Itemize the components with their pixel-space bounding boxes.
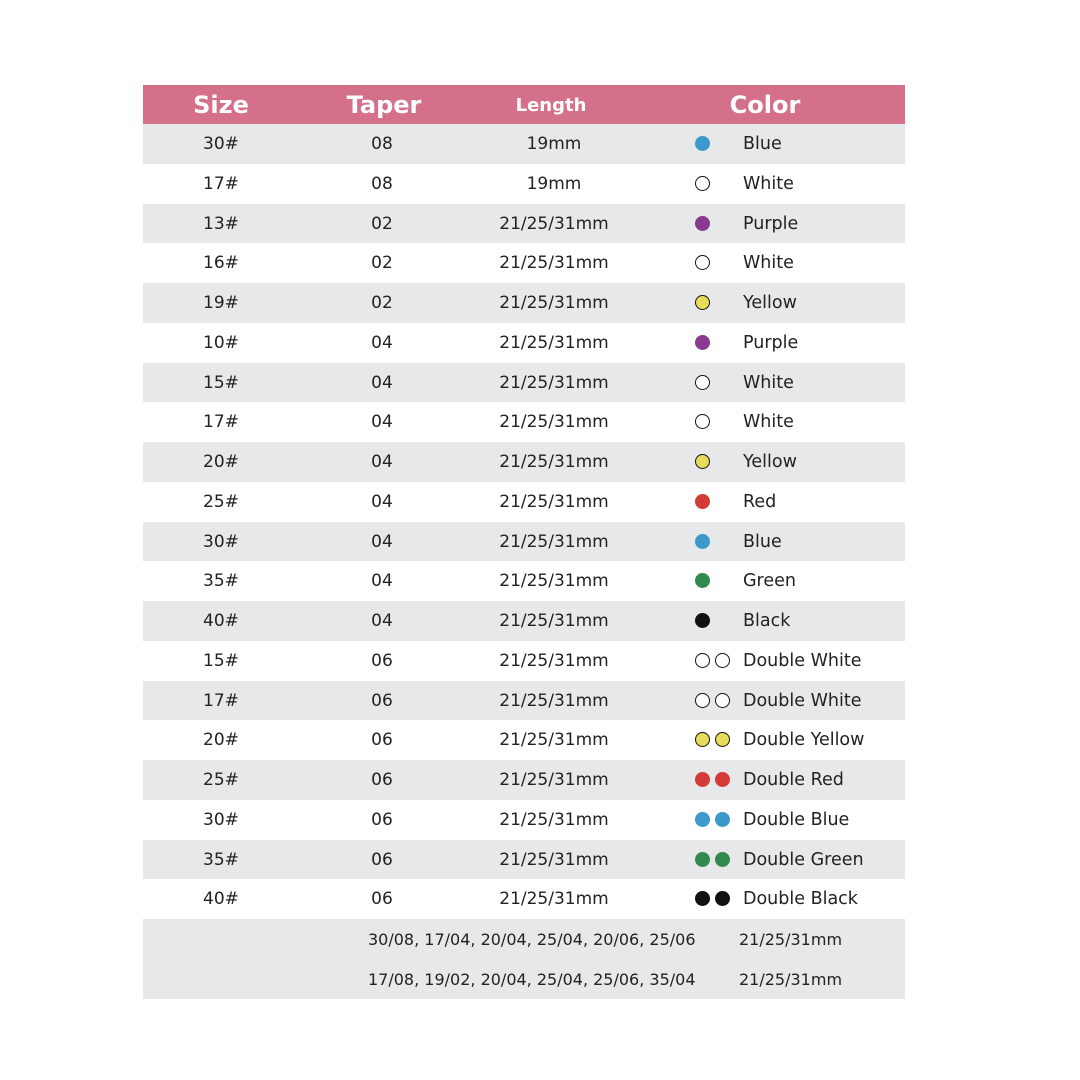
table-row (143, 402, 905, 442)
length-cell: 21/25/31mm (499, 730, 609, 751)
taper-cell: 04 (371, 372, 393, 393)
length-cell: 19mm (526, 173, 582, 194)
taper-cell: 04 (371, 452, 393, 472)
size-cell: 15# (203, 372, 239, 393)
size-cell: 13# (203, 213, 239, 234)
color-name-cell: Double Black (743, 889, 858, 910)
length-cell: 21/25/31mm (499, 571, 609, 592)
color-dot-icon (715, 812, 730, 827)
length-cell: 21/25/31mm (499, 690, 609, 711)
table-row (143, 243, 905, 283)
size-cell: 30# (203, 134, 239, 154)
color-dot-icon (715, 772, 730, 787)
size-cell: 17# (203, 173, 239, 194)
length-cell: 21/25/31mm (499, 293, 609, 313)
table-body (143, 124, 905, 919)
taper-cell: 08 (371, 173, 393, 194)
color-dots (695, 800, 735, 840)
color-name-cell: Black (743, 611, 791, 631)
taper-cell: 06 (371, 849, 393, 870)
color-dots (695, 124, 735, 164)
color-name-cell: Double White (743, 650, 862, 671)
color-dot-icon (715, 891, 730, 906)
color-dot-icon (695, 653, 710, 668)
table-row (143, 482, 905, 522)
taper-cell: 02 (371, 293, 393, 313)
size-cell: 16# (203, 253, 239, 274)
color-dot-icon (695, 494, 710, 509)
color-name-cell: Blue (743, 531, 782, 552)
size-cell: 30# (203, 809, 239, 830)
color-dots (695, 760, 735, 800)
taper-cell: 06 (371, 730, 393, 751)
header-taper: Taper (346, 91, 422, 119)
table-row (143, 561, 905, 601)
size-cell: 10# (203, 332, 239, 353)
color-dots (695, 720, 735, 760)
taper-cell: 06 (371, 650, 393, 671)
color-dot-icon (695, 136, 710, 151)
color-dot-icon (695, 693, 710, 708)
size-cell: 17# (203, 412, 239, 433)
color-dots (695, 840, 735, 880)
header-length: Length (515, 95, 587, 116)
length-cell: 21/25/31mm (499, 611, 609, 631)
color-dot-icon (715, 693, 730, 708)
color-dot-icon (715, 732, 730, 747)
table-row (143, 681, 905, 721)
color-dot-icon (695, 295, 710, 310)
color-dot-icon (695, 772, 710, 787)
color-dots (695, 442, 735, 482)
color-dot-icon (695, 891, 710, 906)
color-name-cell: Double Blue (743, 809, 850, 830)
size-cell: 17# (203, 690, 239, 711)
length-cell: 21/25/31mm (499, 531, 609, 552)
color-name-cell: Yellow (743, 293, 797, 313)
color-name-cell: Blue (743, 134, 782, 154)
color-dot-icon (695, 732, 710, 747)
color-dot-icon (695, 613, 710, 628)
size-cell: 25# (203, 770, 239, 790)
table-row (143, 760, 905, 800)
size-cell: 25# (203, 491, 239, 512)
footer-length-2: 21/25/31mm (739, 970, 843, 989)
file-spec-table (143, 85, 905, 999)
size-cell: 30# (203, 531, 239, 552)
length-cell: 21/25/31mm (499, 332, 609, 353)
size-cell: 40# (203, 611, 239, 631)
color-dot-icon (715, 653, 730, 668)
length-cell: 19mm (526, 134, 582, 154)
color-dots (695, 323, 735, 363)
table-row (143, 204, 905, 244)
color-dot-icon (695, 335, 710, 350)
color-dot-icon (695, 534, 710, 549)
table-row (143, 363, 905, 403)
size-cell: 35# (203, 571, 239, 592)
color-name-cell: White (743, 372, 794, 393)
size-cell: 35# (203, 849, 239, 870)
table-row (143, 840, 905, 880)
table-footer (143, 919, 905, 999)
color-dots (695, 522, 735, 562)
table-row (143, 164, 905, 204)
color-dot-icon (695, 375, 710, 390)
footer-combos-1: 30/08, 17/04, 20/04, 25/04, 20/06, 25/06 (368, 930, 696, 949)
color-name-cell: Green (743, 571, 796, 592)
color-dot-icon (695, 176, 710, 191)
length-cell: 21/25/31mm (499, 253, 609, 274)
color-dot-icon (695, 573, 710, 588)
table-row (143, 323, 905, 363)
color-dot-icon (695, 812, 710, 827)
taper-cell: 06 (371, 889, 393, 910)
color-name-cell: Red (743, 491, 777, 512)
color-dots (695, 482, 735, 522)
color-dots (695, 204, 735, 244)
table-row (143, 601, 905, 641)
color-dots (695, 641, 735, 681)
table-row (143, 641, 905, 681)
color-dots (695, 283, 735, 323)
color-name-cell: Purple (743, 213, 799, 234)
length-cell: 21/25/31mm (499, 849, 609, 870)
table-row (143, 800, 905, 840)
length-cell: 21/25/31mm (499, 809, 609, 830)
footer-combos-2: 17/08, 19/02, 20/04, 25/04, 25/06, 35/04 (368, 970, 696, 989)
taper-cell: 04 (371, 491, 393, 512)
color-name-cell: Double Green (743, 849, 864, 870)
taper-cell: 04 (371, 531, 393, 552)
color-name-cell: White (743, 412, 794, 433)
color-dot-icon (695, 255, 710, 270)
color-dot-icon (695, 852, 710, 867)
color-dots (695, 243, 735, 283)
length-cell: 21/25/31mm (499, 650, 609, 671)
color-dot-icon (695, 414, 710, 429)
table-row (143, 124, 905, 164)
table-row (143, 522, 905, 562)
taper-cell: 06 (371, 690, 393, 711)
table-row (143, 879, 905, 919)
length-cell: 21/25/31mm (499, 452, 609, 472)
color-dots (695, 601, 735, 641)
length-cell: 21/25/31mm (499, 412, 609, 433)
taper-cell: 04 (371, 332, 393, 353)
color-dots (695, 164, 735, 204)
taper-cell: 02 (371, 213, 393, 234)
length-cell: 21/25/31mm (499, 889, 609, 910)
footer-length-1: 21/25/31mm (739, 930, 843, 949)
color-dots (695, 402, 735, 442)
length-cell: 21/25/31mm (499, 213, 609, 234)
color-dots (695, 681, 735, 721)
color-name-cell: White (743, 253, 794, 274)
table-header (143, 85, 905, 124)
color-dots (695, 363, 735, 403)
header-size: Size (193, 91, 249, 119)
color-dot-icon (715, 852, 730, 867)
table-row (143, 283, 905, 323)
color-dots (695, 561, 735, 601)
size-cell: 40# (203, 889, 239, 910)
color-dot-icon (695, 454, 710, 469)
size-cell: 20# (203, 730, 239, 751)
color-name-cell: Yellow (743, 452, 797, 472)
color-dots (695, 879, 735, 919)
taper-cell: 04 (371, 571, 393, 592)
table-row (143, 720, 905, 760)
taper-cell: 04 (371, 611, 393, 631)
color-name-cell: White (743, 173, 794, 194)
length-cell: 21/25/31mm (499, 372, 609, 393)
size-cell: 19# (203, 293, 239, 313)
taper-cell: 08 (371, 134, 393, 154)
length-cell: 21/25/31mm (499, 770, 609, 790)
size-cell: 20# (203, 452, 239, 472)
color-name-cell: Double Red (743, 770, 844, 790)
color-name-cell: Double White (743, 690, 862, 711)
size-cell: 15# (203, 650, 239, 671)
taper-cell: 06 (371, 809, 393, 830)
table-row (143, 442, 905, 482)
color-name-cell: Double Yellow (743, 730, 865, 751)
color-name-cell: Purple (743, 332, 799, 353)
color-dot-icon (695, 216, 710, 231)
taper-cell: 04 (371, 412, 393, 433)
length-cell: 21/25/31mm (499, 491, 609, 512)
taper-cell: 06 (371, 770, 393, 790)
taper-cell: 02 (371, 253, 393, 274)
header-color: Color (729, 91, 801, 119)
